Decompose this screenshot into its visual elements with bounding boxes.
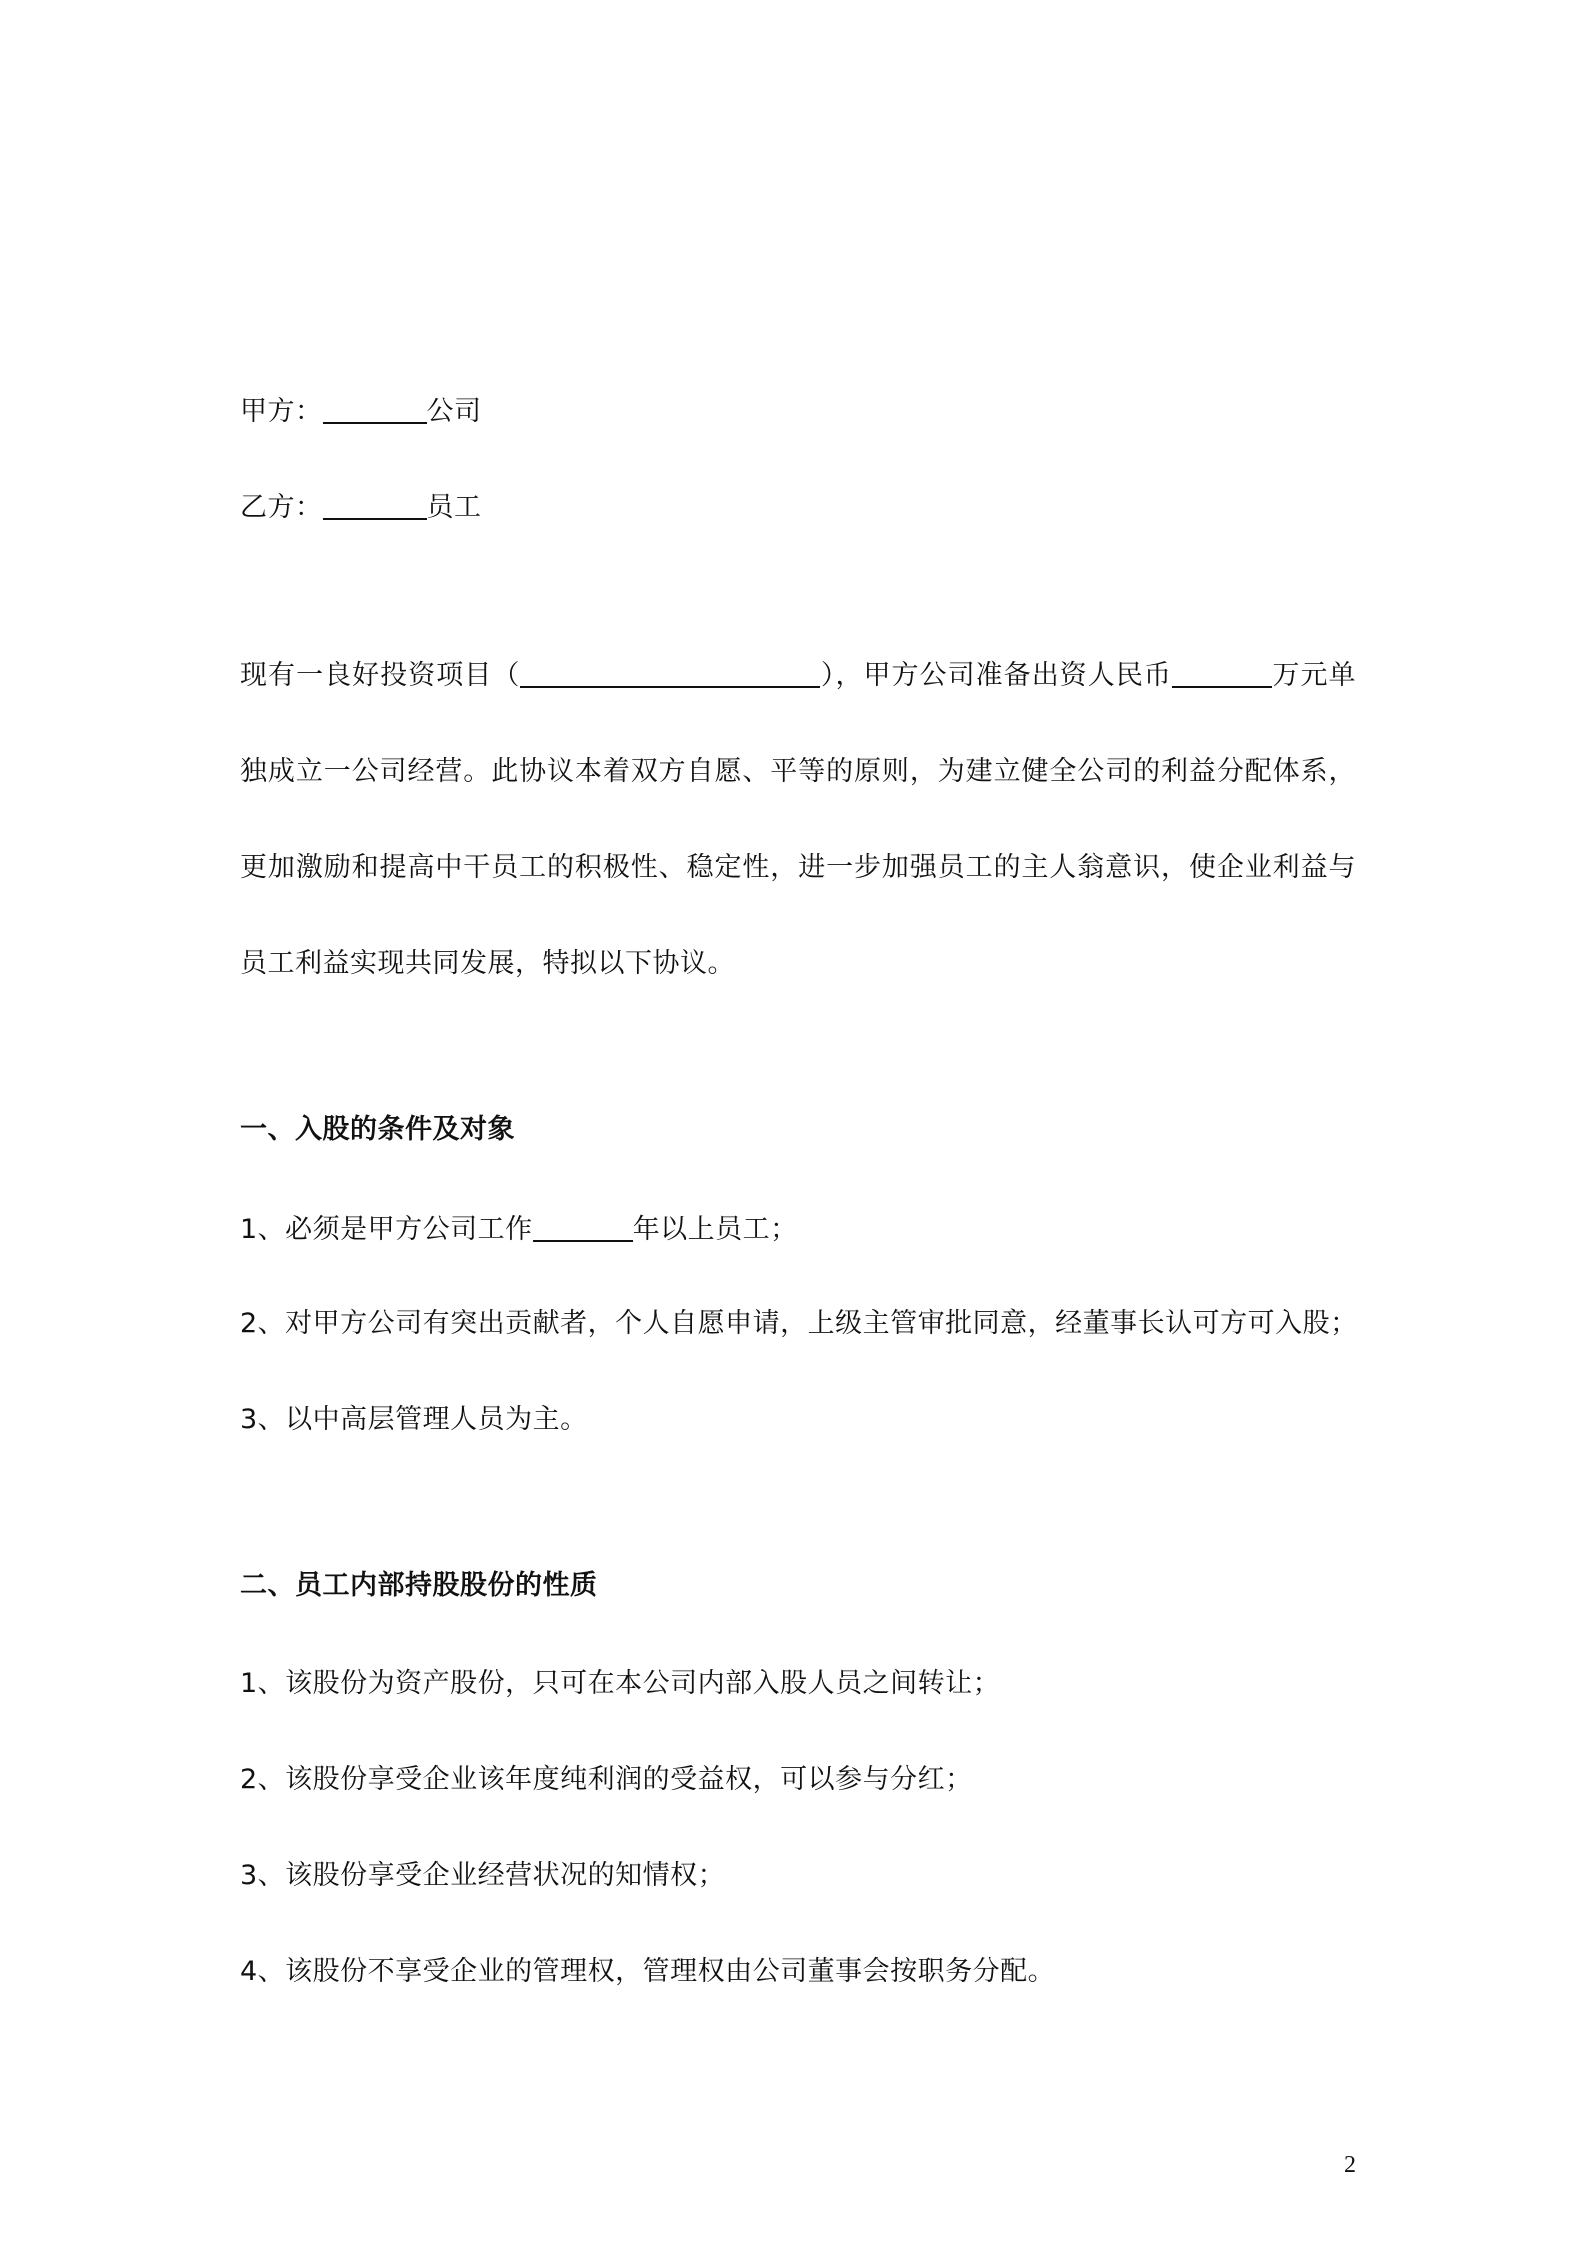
section-1-item-1-part-2: 年以上员工；	[632, 1214, 798, 1245]
section-1-item-1	[240, 1210, 798, 1250]
section-2-title: 二、员工内部持股股份的性质	[240, 1570, 598, 1601]
section-2-item-1: 1、该股份为资产股份，只可在本公司内部入股人员之间转让；	[240, 1668, 1001, 1699]
intro-part-1: 现有一良好投资项目（	[240, 660, 521, 691]
party-a-suffix: 公司	[426, 396, 482, 427]
party-b-suffix: 员工	[426, 492, 482, 523]
intro-paragraph	[240, 628, 1356, 1012]
section-1-item-1-part-1: 1、必须是甲方公司工作	[240, 1214, 533, 1245]
amount-blank	[1172, 656, 1272, 688]
intro-part-2: ），甲方公司准备出资人民币	[820, 660, 1172, 691]
page-number: 2	[1344, 2152, 1356, 2178]
section-2-item-2: 2、该股份享受企业该年度纯利润的受益权，可以参与分红；	[240, 1764, 973, 1795]
party-a-label: 甲方：	[240, 396, 323, 427]
section-1-item-3: 3、以中高层管理人员为主。	[240, 1404, 588, 1435]
years-blank	[533, 1210, 633, 1242]
section-1-title: 一、入股的条件及对象	[240, 1114, 515, 1145]
party-a-blank	[323, 392, 427, 424]
section-1-item-2: 2、对甲方公司有突出贡献者，个人自愿申请，上级主管审批同意，经董事长认可方可入股；	[240, 1308, 1358, 1339]
project-name-blank	[520, 656, 820, 688]
intro-part-3: 万元单独成立一公司经营。此协议本着双方自愿、平等的原则，为建立健全公司的利益分配体系，更加激励和提高中干员工的积极性、稳定性，进一步加强员工的主人翁意识，使企业利益与员工利益实现共同发展，特拟以下协议。	[240, 660, 1357, 979]
section-2-item-4: 4、该股份不享受企业的管理权，管理权由公司董事会按职务分配。	[240, 1956, 1056, 1987]
party-b-blank	[323, 488, 427, 520]
party-b-line	[240, 488, 482, 528]
party-a-line	[240, 392, 482, 432]
section-2-item-3: 3、该股份享受企业经营状况的知情权；	[240, 1860, 726, 1891]
party-b-label: 乙方：	[240, 492, 323, 523]
